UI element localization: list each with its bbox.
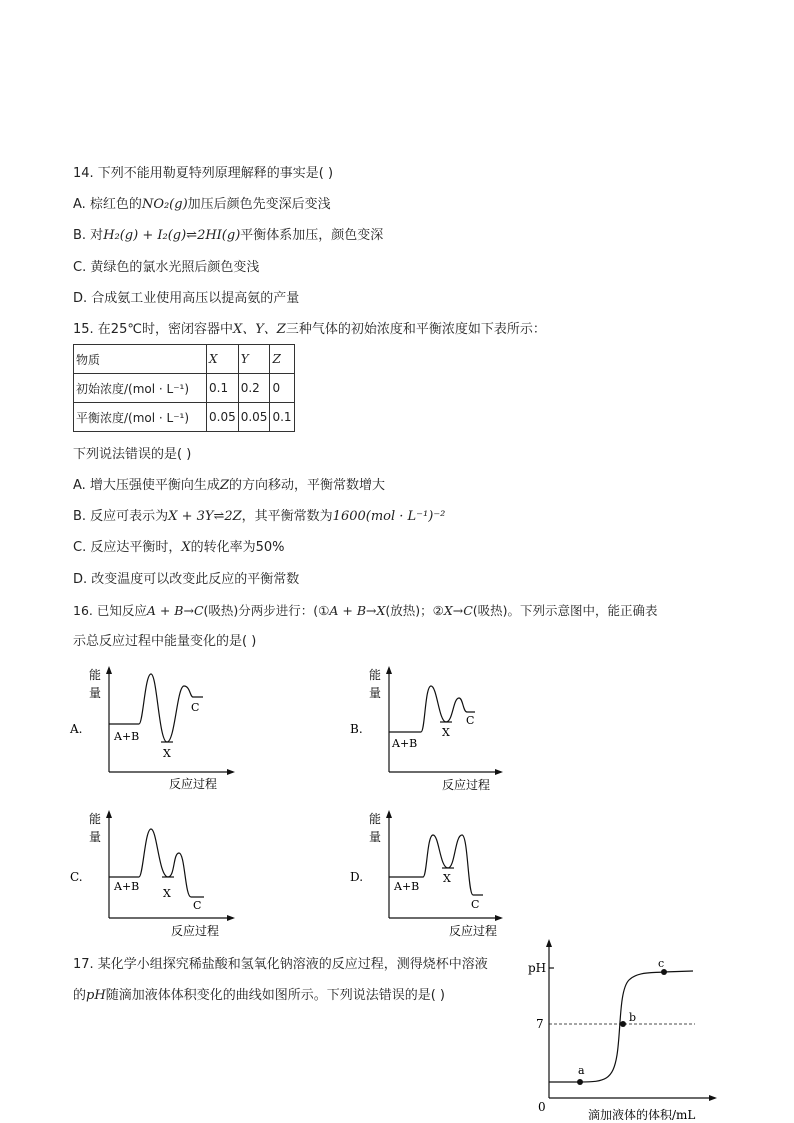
q15-sub: 下列说法错误的是( ) (73, 447, 192, 462)
table-cell: 0.1 (207, 374, 239, 403)
end-label: C (191, 701, 200, 714)
xlabel: 反应过程 (442, 778, 491, 792)
q15-option-b: B. 反应可表示为X + 3Y⇌2Z，其平衡常数为1600(mol · L⁻¹)⁻² (73, 509, 446, 524)
q14-option-c: C. 黄绿色的氯水光照后颜色变浅 (73, 260, 260, 275)
ylabel: 能 (369, 668, 382, 682)
arrow-icon (495, 915, 503, 921)
mid-label: X (443, 872, 451, 885)
ylabel: 能 (89, 812, 102, 826)
xlabel: 反应过程 (169, 777, 218, 791)
q15-option-d: D. 改变温度可以改变此反应的平衡常数 (73, 572, 300, 587)
end-label: C (471, 898, 480, 911)
table-cell: 平衡浓度/(mol · L⁻¹) (74, 403, 207, 432)
ylabel: 能 (369, 812, 382, 826)
arrow-icon (106, 810, 112, 818)
point-b-label: b (629, 1011, 637, 1024)
x-axis-label: 滴加液体的体积/mL (588, 1108, 696, 1120)
table-header-cell: X (207, 345, 239, 374)
y-tick-7: 7 (536, 1017, 544, 1031)
ylabel: 量 (369, 830, 382, 844)
option-label: C. (70, 870, 83, 884)
q17-stem-line2: 的pH随滴加液体体积变化的曲线如图所示。下列说法错误的是( ) (73, 988, 445, 1003)
q16-stem-line2: 示总反应过程中能量变化的是( ) (73, 634, 257, 649)
xlabel: 反应过程 (171, 924, 220, 938)
q15-stem: 15. 在25℃时，密闭容器中X、Y、Z三种气体的初始浓度和平衡浓度如下表所示： (73, 322, 546, 337)
ylabel: 能 (89, 668, 102, 682)
energy-diagram-b (345, 660, 525, 795)
table-cell: 0.2 (238, 374, 270, 403)
q14-stem: 14. 下列不能用勒夏特列原理解释的事实是( ) (73, 166, 334, 181)
table-header-cell: Z (270, 345, 295, 374)
q17-stem-line1: 17. 某化学小组探究稀盐酸和氢氧化钠溶液的反应过程，测得烧杯中溶液 (73, 957, 488, 972)
table-cell: 0 (270, 374, 295, 403)
q15-option-a: A. 增大压强使平衡向生成Z的方向移动，平衡常数增大 (73, 478, 385, 493)
table-cell: 初始浓度/(mol · L⁻¹) (74, 374, 207, 403)
concentration-table (73, 344, 295, 432)
table-cell: 0.05 (207, 403, 239, 432)
ylabel: 量 (89, 830, 102, 844)
end-label: C (466, 714, 475, 727)
point-c-label: c (658, 957, 665, 970)
arrow-icon (495, 769, 503, 775)
mid-label: X (442, 726, 450, 739)
start-label: A+B (114, 880, 140, 893)
option-label: D. (350, 870, 364, 884)
q14-option-a: A. 棕红色的NO₂(g)加压后颜色先变深后变浅 (73, 197, 331, 212)
arrow-icon (386, 666, 392, 674)
table-row (74, 374, 295, 403)
table-row (74, 403, 295, 432)
arrow-icon (227, 769, 235, 775)
xlabel: 反应过程 (449, 924, 498, 938)
point-a (577, 1079, 583, 1085)
start-label: A+B (114, 730, 140, 743)
energy-diagram-c (65, 806, 245, 941)
ylabel: 量 (89, 686, 102, 700)
arrow-icon (106, 666, 112, 674)
table-header-cell: Y (238, 345, 270, 374)
q14-option-b: B. 对H₂(g) + I₂(g)⇌2HI(g)平衡体系加压，颜色变深 (73, 228, 384, 243)
energy-curve (389, 686, 475, 732)
start-label: A+B (394, 880, 420, 893)
y-axis-label: pH (528, 961, 547, 975)
table-header-row (74, 345, 295, 374)
origin-label: 0 (538, 1100, 546, 1114)
energy-diagram-d (345, 806, 525, 941)
mid-label: X (163, 887, 171, 900)
arrow-icon (546, 939, 552, 947)
point-a-label: a (578, 1064, 585, 1077)
end-label: C (193, 899, 202, 912)
arrow-icon (709, 1095, 717, 1101)
q14-option-d: D. 合成氨工业使用高压以提高氨的产量 (73, 291, 300, 306)
q15-option-c: C. 反应达平衡时，X的转化率为50% (73, 540, 285, 555)
arrow-icon (227, 915, 235, 921)
table-header-cell: 物质 (74, 345, 207, 374)
option-label: A. (70, 722, 83, 736)
mid-label: X (163, 747, 171, 760)
q16-stem-line1: 16. 已知反应A + B→C(吸热)分两步进行：(①A + B→X(放热)；②X→C(吸热)。下列示意图中，能正确表 (73, 603, 658, 618)
arrow-icon (386, 810, 392, 818)
ph-curve (549, 971, 693, 1082)
table-cell: 0.1 (270, 403, 295, 432)
ph-curve-graph (525, 935, 725, 1120)
ylabel: 量 (369, 686, 382, 700)
option-label: B. (350, 722, 363, 736)
point-b (620, 1021, 626, 1027)
table-cell: 0.05 (238, 403, 270, 432)
energy-diagram-a (65, 660, 245, 795)
start-label: A+B (392, 737, 418, 750)
